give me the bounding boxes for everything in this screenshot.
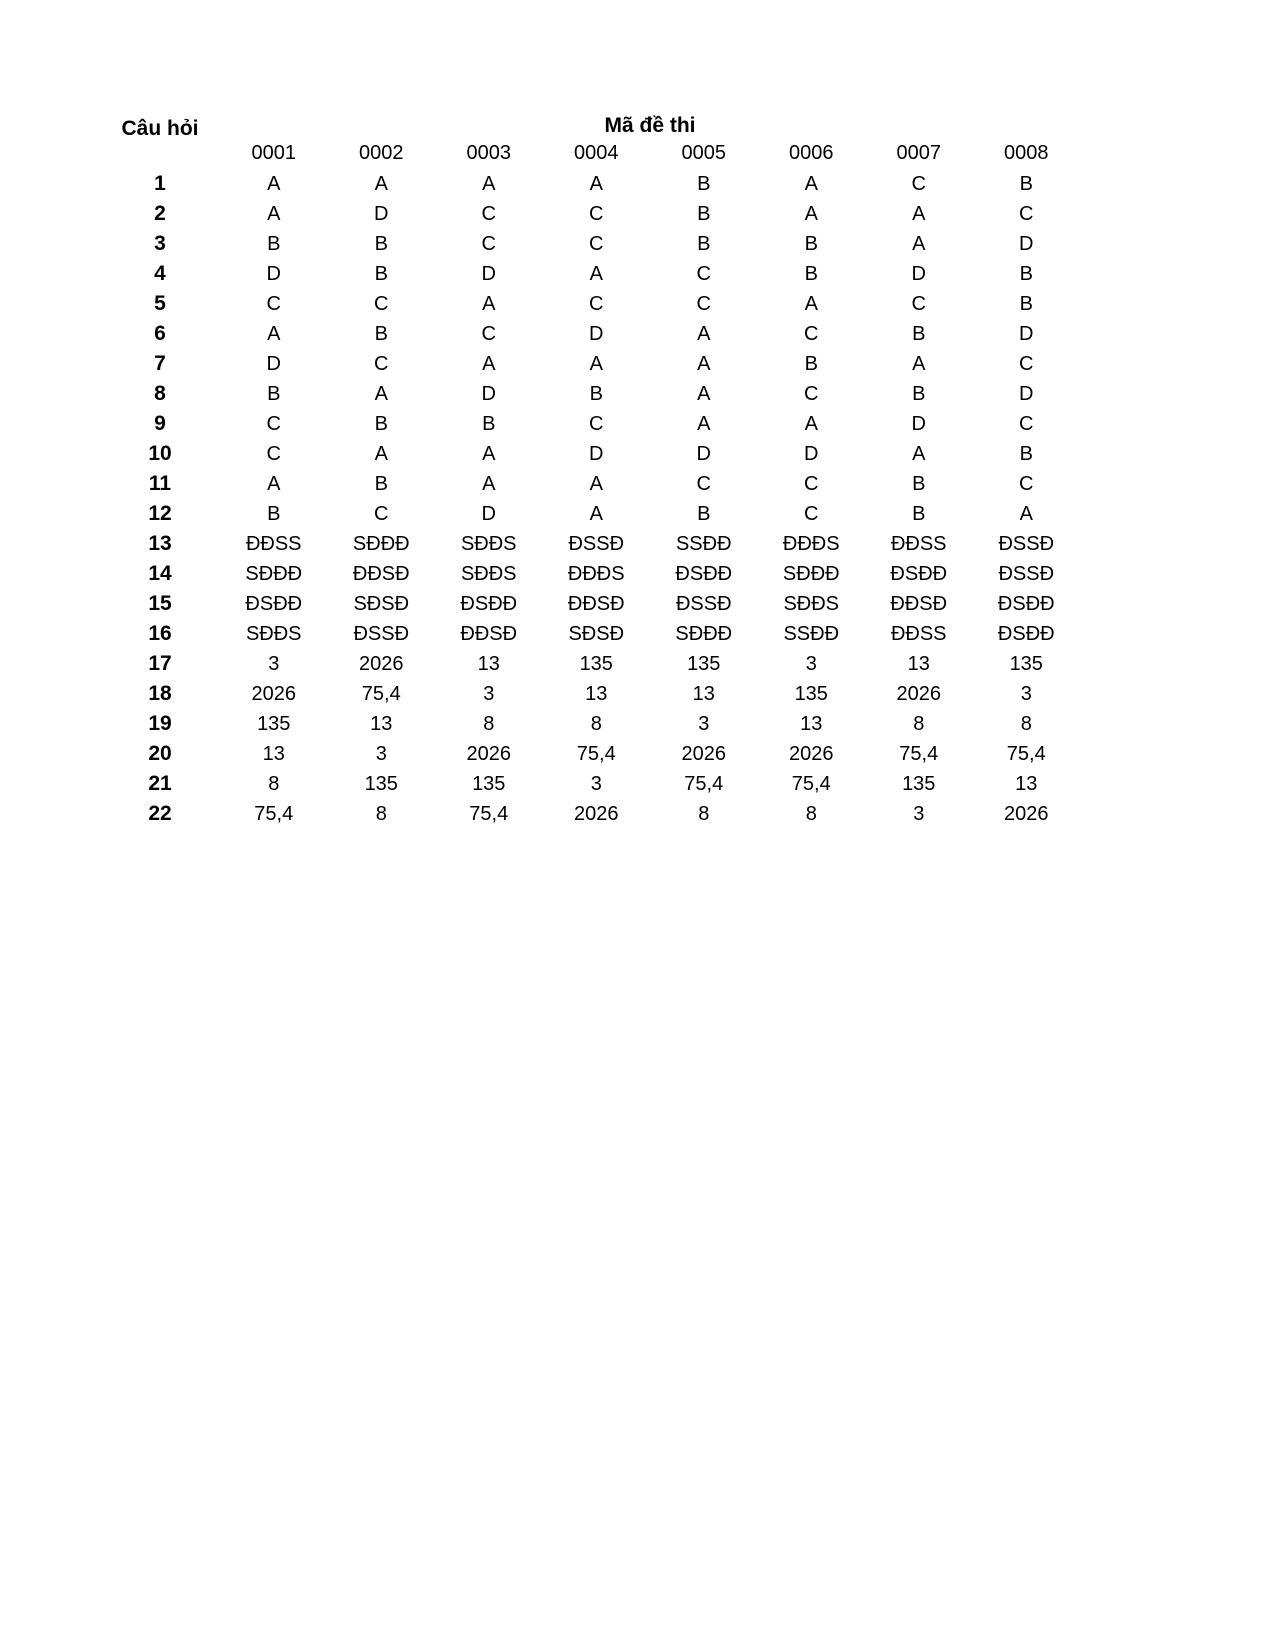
question-number: 9: [154, 412, 166, 435]
question-number: 18: [148, 682, 172, 705]
answer-cell: C: [1019, 202, 1034, 225]
answer-cell: A: [267, 322, 281, 345]
table-row: [100, 649, 1080, 679]
question-number: 22: [148, 802, 172, 825]
answer-cell: B: [589, 382, 603, 405]
question-number: 12: [148, 502, 172, 525]
answer-cell: SSĐĐ: [675, 532, 732, 555]
answer-cell: A: [267, 172, 281, 195]
answer-cell: ĐSSĐ: [998, 532, 1055, 555]
answer-cell: A: [804, 412, 818, 435]
answer-cell: B: [1019, 262, 1033, 285]
answer-cell: B: [374, 412, 388, 435]
answer-cell: C: [696, 292, 711, 315]
table-row: [100, 499, 1080, 529]
answer-cell: SĐĐĐ: [245, 562, 303, 585]
answer-cell: ĐĐSĐ: [567, 592, 625, 615]
answer-cell: C: [374, 502, 389, 525]
answer-cell: ĐSĐĐ: [245, 592, 303, 615]
question-number: 14: [148, 562, 172, 585]
answer-cell: B: [697, 232, 711, 255]
question-number: 19: [148, 712, 172, 735]
answer-cell: B: [482, 412, 496, 435]
answer-cell: A: [482, 472, 496, 495]
table-row: [100, 559, 1080, 589]
exam-code-header: 0003: [466, 142, 511, 164]
answer-cell: 3: [913, 802, 925, 825]
answer-cell: 3: [805, 652, 817, 675]
answer-rows: [100, 169, 1080, 829]
answer-cell: A: [1019, 502, 1033, 525]
answer-cell: 13: [800, 712, 823, 735]
answer-cell: 8: [590, 712, 602, 735]
table-row: [100, 799, 1080, 829]
answer-cell: C: [589, 232, 604, 255]
answer-cell: ĐSĐĐ: [997, 622, 1055, 645]
answer-cell: 3: [268, 652, 280, 675]
answer-cell: B: [374, 472, 388, 495]
answer-cell: 2026: [681, 742, 726, 765]
answer-cell: ĐĐĐS: [782, 532, 840, 555]
question-number: 21: [148, 772, 172, 795]
answer-cell: D: [589, 322, 604, 345]
table-row: [100, 169, 1080, 199]
answer-cell: ĐSĐĐ: [460, 592, 518, 615]
answer-cell: A: [482, 292, 496, 315]
answer-cell: A: [374, 382, 388, 405]
answer-cell: A: [912, 202, 926, 225]
answer-cell: D: [481, 502, 496, 525]
answer-cell: B: [1019, 442, 1033, 465]
question-number: 6: [154, 322, 166, 345]
answer-cell: C: [1019, 412, 1034, 435]
answer-cell: SĐĐĐ: [352, 532, 410, 555]
answer-cell: D: [804, 442, 819, 465]
answer-cell: 2026: [466, 742, 511, 765]
table-row: [100, 199, 1080, 229]
table-row: [100, 349, 1080, 379]
answer-cell: A: [482, 172, 496, 195]
answer-cell: C: [589, 292, 604, 315]
answer-cell: D: [911, 262, 926, 285]
answer-cell: 2026: [896, 682, 941, 705]
answer-cell: D: [481, 382, 496, 405]
table-row: [100, 319, 1080, 349]
answer-cell: ĐSĐĐ: [997, 592, 1055, 615]
answer-cell: 8: [375, 802, 387, 825]
table-row: [100, 679, 1080, 709]
answer-cell: ĐSSĐ: [353, 622, 410, 645]
answer-cell: 2026: [574, 802, 619, 825]
answer-cell: C: [481, 322, 496, 345]
answer-cell: A: [589, 502, 603, 525]
question-number: 10: [148, 442, 172, 465]
answer-cell: 135: [364, 772, 398, 795]
answer-cell: ĐSSĐ: [998, 562, 1055, 585]
question-column-header: Câu hỏi: [121, 116, 199, 140]
answer-cell: 13: [1015, 772, 1038, 795]
table-row: [100, 589, 1080, 619]
answer-cell: A: [267, 472, 281, 495]
answer-cell: 13: [370, 712, 393, 735]
answer-cell: A: [912, 232, 926, 255]
answer-cell: A: [589, 172, 603, 195]
answer-cell: ĐĐSS: [890, 532, 947, 555]
table-row: [100, 409, 1080, 439]
question-number: 3: [154, 232, 166, 255]
answer-cell: 8: [698, 802, 710, 825]
answer-cell: A: [804, 292, 818, 315]
answer-cell: 135: [579, 652, 613, 675]
table-row: [100, 259, 1080, 289]
answer-cell: A: [267, 202, 281, 225]
answer-cell: A: [374, 172, 388, 195]
answer-cell: B: [1019, 172, 1033, 195]
answer-cell: A: [912, 442, 926, 465]
question-number: 16: [148, 622, 172, 645]
exam-code-header: 0002: [359, 142, 404, 164]
answer-cell: A: [482, 352, 496, 375]
answer-cell: 3: [483, 682, 495, 705]
answer-cell: C: [266, 292, 281, 315]
answer-cell: 13: [907, 652, 930, 675]
answer-cell: A: [697, 352, 711, 375]
answer-cell: 75,4: [469, 802, 509, 825]
exam-code-header: 0007: [896, 142, 941, 164]
answer-cell: SĐĐS: [460, 532, 517, 555]
answer-cell: 135: [257, 712, 291, 735]
table-row: [100, 739, 1080, 769]
exam-code-header: 0004: [574, 142, 619, 164]
answer-cell: C: [1019, 352, 1034, 375]
answer-cell: ĐĐSĐ: [890, 592, 948, 615]
answer-cell: 75,4: [361, 682, 401, 705]
table-row: [100, 379, 1080, 409]
exam-code-row: [100, 138, 1080, 169]
answer-cell: A: [697, 322, 711, 345]
answer-cell: A: [804, 172, 818, 195]
answer-cell: C: [911, 172, 926, 195]
exam-code-header: 0001: [251, 142, 296, 164]
answer-cell: B: [374, 322, 388, 345]
answer-cell: C: [911, 292, 926, 315]
answer-cell: B: [267, 502, 281, 525]
answer-cell: D: [266, 262, 281, 285]
answer-cell: 13: [692, 682, 715, 705]
answer-cell: B: [912, 472, 926, 495]
answer-cell: B: [374, 262, 388, 285]
table-row: [100, 709, 1080, 739]
answer-cell: A: [589, 352, 603, 375]
answer-cell: 8: [805, 802, 817, 825]
answer-cell: ĐĐSS: [245, 532, 302, 555]
answer-cell: 2026: [789, 742, 834, 765]
answer-cell: D: [911, 412, 926, 435]
answer-cell: B: [1019, 292, 1033, 315]
answer-cell: C: [481, 202, 496, 225]
answer-cell: SSĐĐ: [783, 622, 840, 645]
question-number: 2: [154, 202, 166, 225]
answer-cell: 135: [1009, 652, 1043, 675]
answer-cell: 135: [472, 772, 506, 795]
answer-cell: ĐĐSS: [890, 622, 947, 645]
answer-cell: C: [589, 412, 604, 435]
answer-cell: B: [267, 232, 281, 255]
question-number: 4: [154, 262, 166, 285]
answer-cell: A: [697, 382, 711, 405]
answer-cell: A: [482, 442, 496, 465]
answer-key-table: [100, 106, 1080, 829]
answer-cell: 8: [268, 772, 280, 795]
answer-cell: B: [804, 232, 818, 255]
exam-code-title: Mã đề thi: [604, 114, 696, 137]
question-number: 8: [154, 382, 166, 405]
question-number: 15: [148, 592, 172, 615]
answer-cell: C: [804, 382, 819, 405]
answer-cell: 75,4: [684, 772, 724, 795]
answer-cell: C: [1019, 472, 1034, 495]
answer-cell: 75,4: [791, 772, 831, 795]
answer-cell: A: [912, 352, 926, 375]
answer-cell: 8: [483, 712, 495, 735]
answer-cell: B: [267, 382, 281, 405]
table-row: [100, 469, 1080, 499]
table-row: [100, 769, 1080, 799]
answer-cell: B: [912, 502, 926, 525]
answer-cell: B: [912, 382, 926, 405]
answer-cell: C: [804, 502, 819, 525]
answer-cell: D: [589, 442, 604, 465]
answer-cell: 135: [902, 772, 936, 795]
answer-cell: SĐĐĐ: [675, 622, 733, 645]
answer-cell: 2026: [1004, 802, 1049, 825]
answer-cell: SĐĐS: [783, 592, 840, 615]
answer-cell: 135: [794, 682, 828, 705]
answer-cell: B: [697, 202, 711, 225]
answer-cell: D: [1019, 322, 1034, 345]
question-number: 5: [154, 292, 166, 315]
question-number: 7: [154, 352, 166, 375]
answer-cell: B: [804, 262, 818, 285]
answer-cell: C: [266, 412, 281, 435]
answer-cell: 3: [590, 772, 602, 795]
answer-cell: ĐSĐĐ: [675, 562, 733, 585]
answer-cell: A: [589, 262, 603, 285]
answer-cell: 3: [375, 742, 387, 765]
answer-cell: SĐĐS: [245, 622, 302, 645]
answer-cell: 13: [585, 682, 608, 705]
answer-cell: A: [589, 472, 603, 495]
answer-cell: SĐSĐ: [568, 622, 625, 645]
answer-cell: D: [481, 262, 496, 285]
question-number: 11: [148, 472, 172, 495]
answer-cell: C: [804, 472, 819, 495]
answer-cell: D: [266, 352, 281, 375]
answer-cell: 13: [262, 742, 285, 765]
answer-cell: 75,4: [1006, 742, 1046, 765]
answer-cell: C: [481, 232, 496, 255]
answer-cell: C: [266, 442, 281, 465]
table-row: [100, 289, 1080, 319]
table-row: [100, 439, 1080, 469]
answer-cell: B: [697, 502, 711, 525]
answer-cell: B: [374, 232, 388, 255]
table-row: [100, 529, 1080, 559]
answer-cell: SĐĐS: [460, 562, 517, 585]
answer-cell: C: [374, 352, 389, 375]
answer-cell: 8: [913, 712, 925, 735]
question-number: 13: [148, 532, 172, 555]
answer-cell: D: [1019, 382, 1034, 405]
answer-cell: 2026: [359, 652, 404, 675]
answer-cell: ĐĐSĐ: [460, 622, 518, 645]
answer-cell: A: [804, 202, 818, 225]
table-row: [100, 619, 1080, 649]
question-number: 20: [148, 742, 172, 765]
answer-cell: A: [697, 412, 711, 435]
answer-cell: C: [374, 292, 389, 315]
answer-cell: D: [1019, 232, 1034, 255]
answer-cell: D: [374, 202, 389, 225]
answer-cell: B: [697, 172, 711, 195]
answer-cell: 75,4: [899, 742, 939, 765]
answer-cell: 3: [1020, 682, 1032, 705]
answer-key-sheet: [100, 106, 1080, 829]
answer-cell: B: [804, 352, 818, 375]
answer-cell: A: [374, 442, 388, 465]
answer-cell: C: [696, 472, 711, 495]
answer-cell: 13: [477, 652, 500, 675]
answer-cell: ĐĐĐS: [567, 562, 625, 585]
exam-code-header: 0006: [789, 142, 834, 164]
answer-cell: SĐSĐ: [353, 592, 410, 615]
answer-cell: C: [804, 322, 819, 345]
exam-code-header: 0008: [1004, 142, 1049, 164]
exam-code-header: 0005: [681, 142, 726, 164]
answer-cell: 8: [1020, 712, 1032, 735]
answer-cell: ĐSSĐ: [568, 532, 625, 555]
answer-cell: ĐĐSĐ: [352, 562, 410, 585]
answer-cell: 3: [698, 712, 710, 735]
question-number: 1: [154, 172, 166, 195]
answer-cell: C: [589, 202, 604, 225]
question-number: 17: [148, 652, 172, 675]
answer-cell: ĐSSĐ: [675, 592, 732, 615]
answer-cell: 75,4: [254, 802, 294, 825]
answer-cell: ĐSĐĐ: [890, 562, 948, 585]
table-row: [100, 229, 1080, 259]
answer-cell: D: [696, 442, 711, 465]
answer-cell: C: [696, 262, 711, 285]
answer-cell: 135: [687, 652, 721, 675]
answer-cell: 75,4: [576, 742, 616, 765]
answer-cell: B: [912, 322, 926, 345]
answer-cell: SĐĐĐ: [782, 562, 840, 585]
answer-cell: 2026: [251, 682, 296, 705]
